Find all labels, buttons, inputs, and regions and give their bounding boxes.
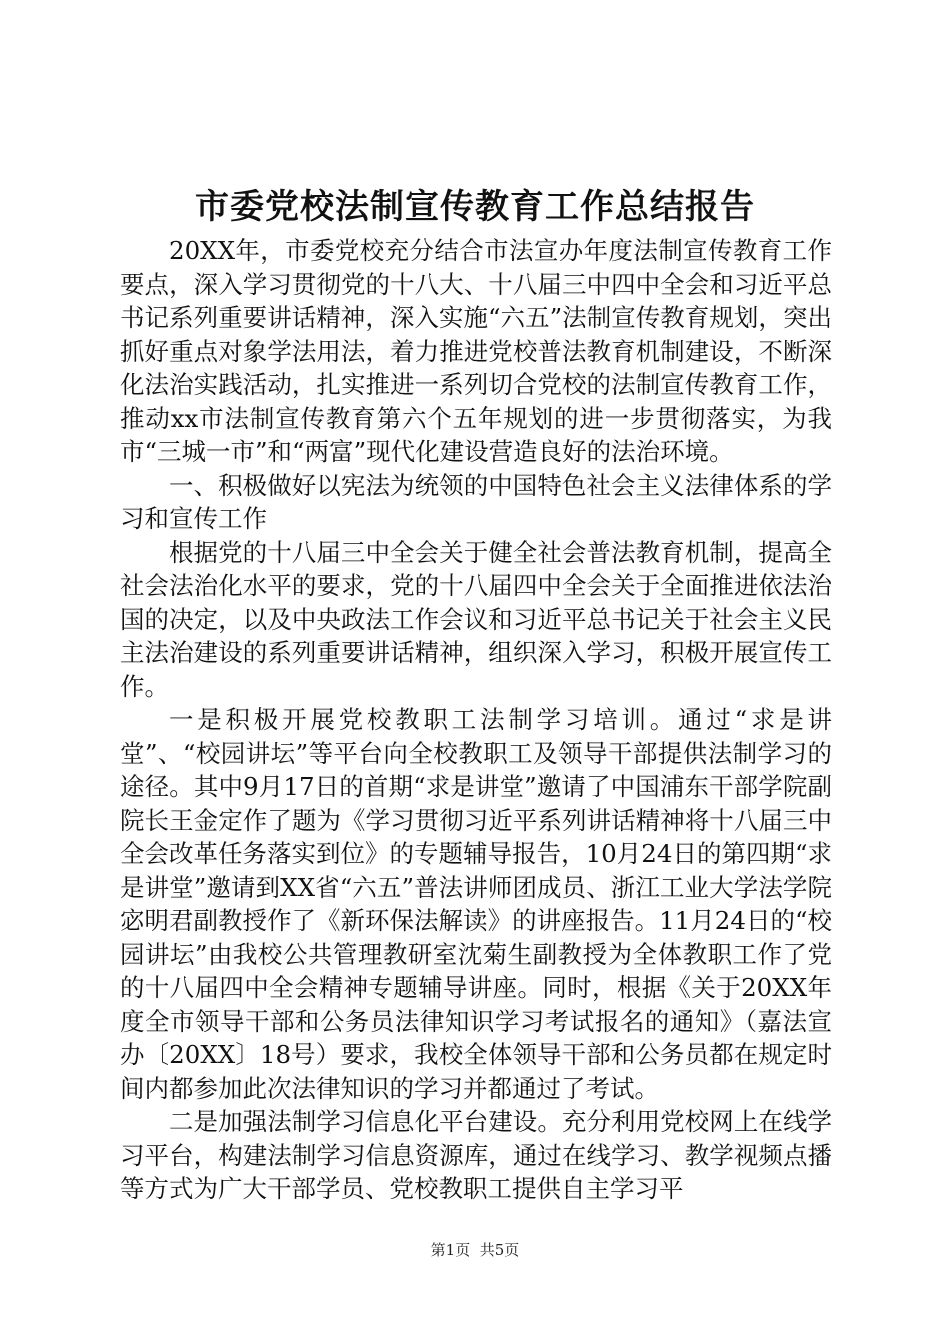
page-footer — [0, 1240, 950, 1260]
page-total: 共5页 — [479, 1241, 520, 1259]
document-title: 市委党校法制宣传教育工作总结报告 — [195, 187, 755, 227]
paragraph-section-1: 根据党的十八届三中全会关于健全社会普法教育机制，提高全社会法治化水平的要求，党的十八届四中全会关于全面推进依法治国的决定，以及中央政法工作会议和习近平总书记关于社会主义民主法治建设的系列重要讲话精神，组织深入学习，积极开展宣传工作。 — [120, 537, 832, 701]
paragraph-item-1: 一是积极开展党校教职工法制学习培训。通过“求是讲堂”、“校园讲坛”等平台向全校教职工及领导干部提供法制学习的途径。其中9月17日的首期“求是讲堂”邀请了中国浦东干部学院副院长王金定作了题为《学习贯彻习近平系列讲话精神将十八届三中全会改革任务落实到位》的专题辅导报告，10月24日的第四期“求是讲堂”邀请到XX省“六五”普法讲师团成员、浙江工业大学法学院宓明君副教授作了《新环保法解读》的讲座报告。11月24日的“校园讲坛”由我校公共管理教研室沈菊生副教授为全体教职工作了党的十八届四中全会精神专题辅导讲座。同时，根据《关于20XX年度全市领导干部和公务员法律知识学习考试报名的通知》（嘉法宣办〔20XX〕18号）要求，我校全体领导干部和公务员都在规定时间内都参加此次法律知识的学习并都通过了考试。 — [120, 705, 832, 1103]
paragraph-item-2: 二是加强法制学习信息化平台建设。充分利用党校网上在线学习平台，构建法制学习信息资源库，通过在线学习、教学视频点播等方式为广大干部学员、党校教职工提供自主学习平 — [120, 1107, 832, 1203]
document-body — [120, 234, 832, 1206]
paragraph-intro: 20XX年，市委党校充分结合市法宣办年度法制宣传教育工作要点，深入学习贯彻党的十八大、十八届三中四中全会和习近平总书记系列重要讲话精神，深入实施“六五”法制宣传教育规划，突出抓好重点对象学法用法，着力推进党校普法教育机制建设，不断深化法治实践活动，扎实推进一系列切合党校的法制宣传教育工作，推动xx市法制宣传教育第六个五年规划的进一步贯彻落实，为我市“三城一市”和“两富”现代化建设营造良好的法治环境。 — [120, 236, 832, 466]
page-number: 第1页 — [430, 1241, 471, 1259]
section-heading-1: 一、积极做好以宪法为统领的中国特色社会主义法律体系的学习和宣传工作 — [120, 470, 832, 533]
